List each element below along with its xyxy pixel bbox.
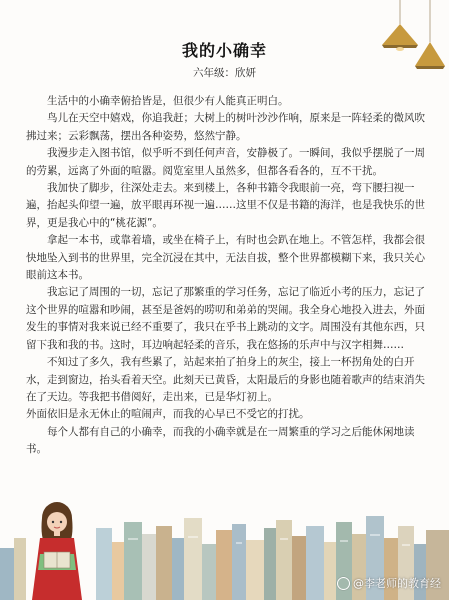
paragraph: 我忘记了周围的一切，忘记了那繁重的学习任务，忘记了临近小考的压力，忘记了这个世界的喧嚣和吵闹，甚至是爸妈的唠叨和弟弟的哭闹。我全身心地投入进去，外面发生的事情对我来说已经不重要了，我只在乎书上跳动的文字。周围没有其他东西，只留下我和我的书。这时，耳边响起轻柔的音乐，我在悠扬的乐声中与汉字相舞…… [26, 286, 425, 351]
paragraph: 我加快了脚步，往深处走去。来到楼上，各种书籍令我眼前一亮，弯下腰扫视一遍，抬起头仰望一遍，放平眼再环视一遍……这里不仅是书籍的海洋，也是我快乐的世界，更是我心中的“桃花源”。 [26, 182, 425, 229]
paragraph: 拿起一本书，或靠着墙，或坐在椅子上，有时也会趴在地上。不管怎样，我都会很快地坠入到书的世界里，完全沉浸在其中，无法自拔，整个世界都模糊下来，我只关心眼前这本书。 [26, 234, 425, 282]
article-body [26, 93, 426, 459]
watermark-text: @李老师的教育经 [353, 577, 441, 590]
watermark-logo-icon [337, 577, 350, 590]
watermark [337, 575, 441, 591]
page-title: 我的小确幸 [181, 41, 267, 60]
paragraph: 每个人都有自己的小确幸，而我的小确幸就是在一周繁重的学习之后能休闲地读书。 [26, 425, 415, 456]
author-byline: 六年级：欣妍 [193, 67, 256, 79]
paragraph: 不知过了多久，我有些累了，站起来拍了拍身上的灰尘，接上一杯拐角处的白开水，走到窗边，抬头看着天空。此刻天已黄昏，太阳最后的身影也随着歌声的结束消失在了天边。等我把书借阅好，走出来，已是华灯初上。 [26, 356, 425, 403]
paragraph: 鸟儿在天空中嬉戏，你追我赶；大树上的树叶沙沙作响，原来是一阵轻柔的微风吹拂过来；云彩飘荡，摆出各种姿势，悠然宁静。 [26, 112, 425, 142]
paragraph: 我漫步走入图书馆，似乎听不到任何声音，安静极了。一瞬间，我似乎摆脱了一周的劳累，远离了外面的喧嚣。阅览室里人虽然多，但都各看各的，互不干扰。 [26, 147, 425, 177]
paragraph: 生活中的小确幸俯拾皆是，但很少有人能真正明白。 [47, 95, 289, 107]
paragraph: 外面依旧是永无休止的喧闹声，而我的心早已不受它的打扰。 [26, 408, 310, 421]
